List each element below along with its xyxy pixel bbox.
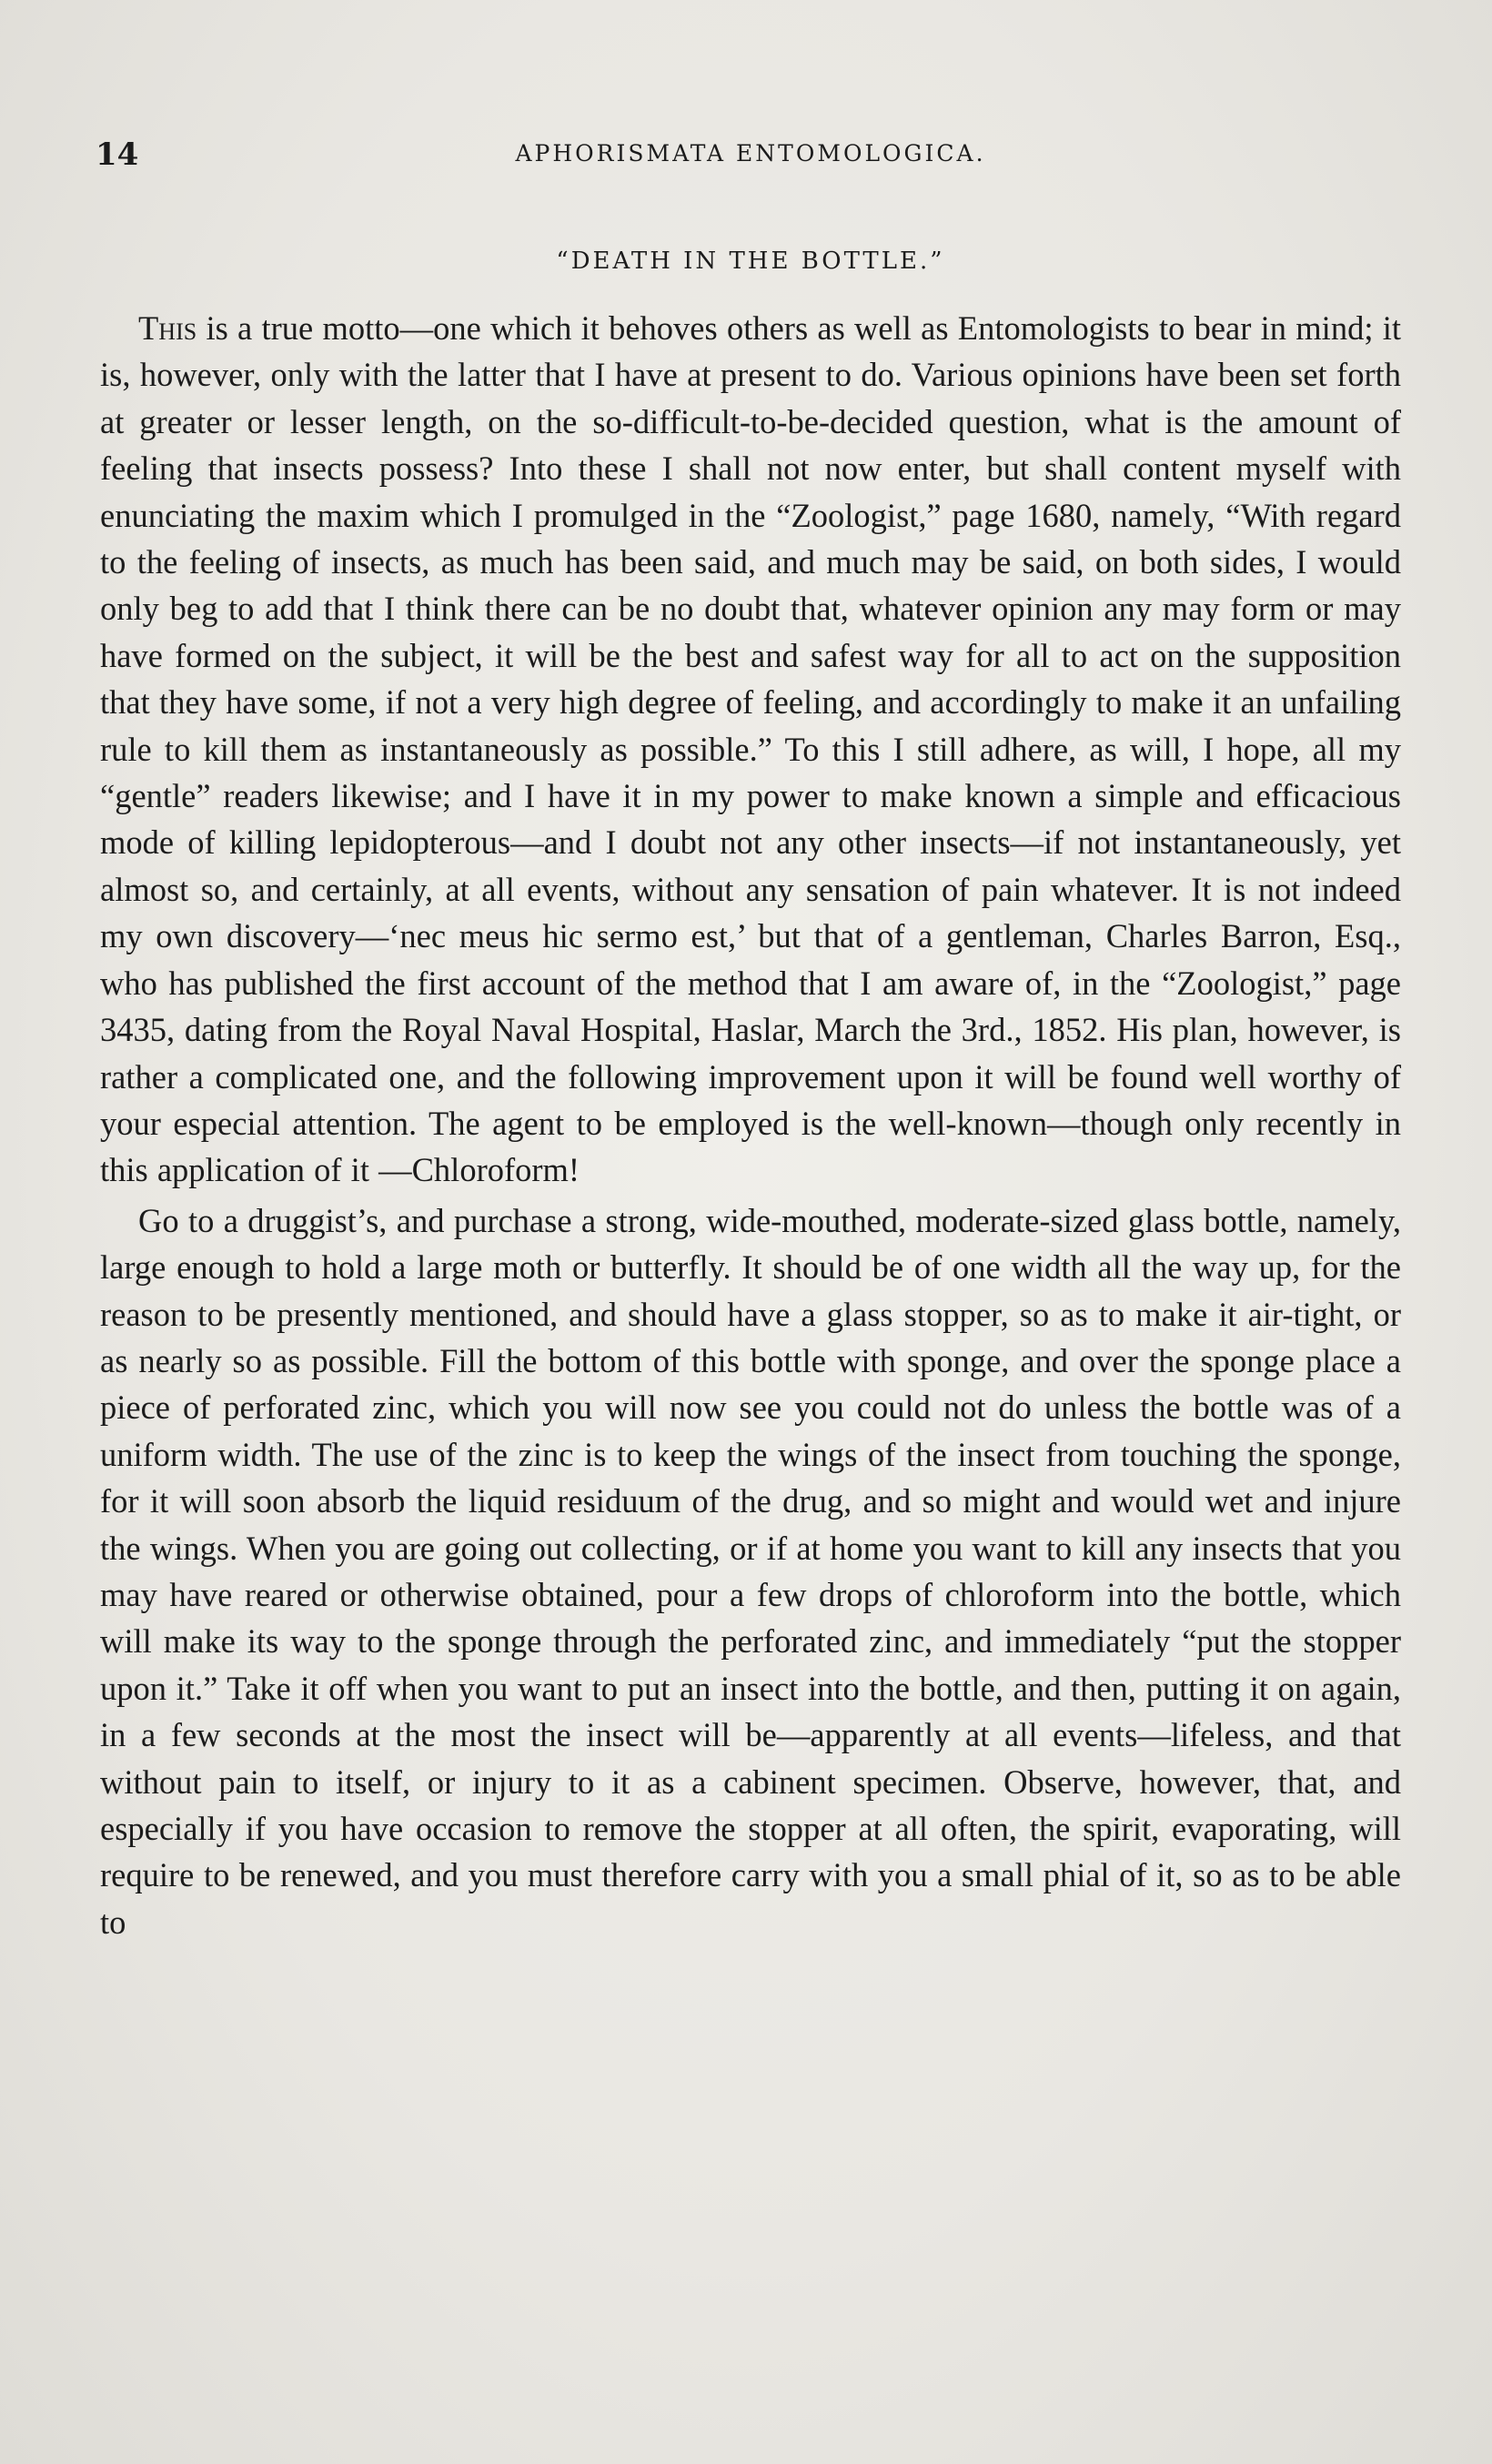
paragraph-1-text: is a true motto—one which it behoves others as well as Entomologists to bear in mind; it is, however, only with the latter that I have at present to do. Various opinions have been set forth at greater or lesser length, on the so-difficult-to-be-decided question, what is the amount of feeling that insects possess? Into these I shall not now enter, but shall content myself with enunciating the maxim which I promulged in the “Zoologist,” page 1680, namely, “With regard to the feeling of insects, as much has been said, and much may be said, on both sides, I would only beg to add that I think there can be no doubt that, whatever opinion any may form or may have formed on the subject, it will be the best and safest way for all to act on the supposition that they have some, if not a very high degree of feeling, and accordingly to make it an unfailing rule to kill them as instantaneously as possible.” To this I still adhere, as will, I hope, all my “gentle” readers likewise; and I have it in my power to make known a simple and efficacious mode of killing lepidopterous—and I doubt not any other insects—if not instantaneously, yet almost so, and certainly, at all events, without any sensation of pain whatever. It is not indeed my own discovery—‘nec meus hic sermo est,’ but that of a gentleman, Charles Barron, Esq., who has published the first account of the method that I am aware of, in the “Zoologist,” page 3435, dating from the Royal Naval Hospital, Haslar, March the 3rd., 1852. His plan, however, is rather a complicated one, and the following improvement upon it will be found well worthy of your especial attention. The agent to be employed is the well-known—though only recently in this application of it —Chloroform!: [100, 309, 1401, 1189]
running-head: [96, 136, 1406, 173]
paragraph-1: [100, 305, 1401, 1194]
page-number: 14: [96, 136, 139, 173]
running-title: APHORISMATA ENTOMOLOGICA.: [515, 140, 986, 167]
paragraph-2-text: Go to a druggist’s, and purchase a strong, wide-mouthed, moderate-sized glass bottle, namely, large enough to hold a large moth or butterfly. It should be of one width all the way up, for the reason to be presently mentioned, and should have a glass stopper, so as to make it air-tight, or as nearly so as possible. Fill the bottom of this bottle with sponge, and over the sponge place a piece of perforated zinc, which you will now see you could not do unless the bottle was of a uniform width. The use of the zinc is to keep the wings of the insect from touching the sponge, for it will soon absorb the liquid residuum of the drug, and so might and would wet and injure the wings. When you are going out collecting, or if at home you want to kill any insects that you may have reared or otherwise obtained, pour a few drops of chloroform into the bottle, which will make its way to the sponge through the perforated zinc, and immediately “put the stopper upon it.” Take it off when you want to put an insect into the bottle, and then, putting it on again, in a few seconds at the most the insect will be—apparently at all events—lifeless, and that without pain to itself, or injury to it as a cabinent specimen. Observe, however, that, and especially if you have occasion to remove the stopper at all often, the spirit, evaporating, will require to be renewed, and you must therefore carry with you a small phial of it, so as to be able to: [100, 1201, 1401, 1941]
paragraph-2: [100, 1197, 1401, 1946]
body-text: [100, 305, 1401, 1945]
section-title: “DEATH IN THE BOTTLE.”: [556, 247, 945, 275]
paragraph-1-first-word: This: [138, 309, 197, 347]
